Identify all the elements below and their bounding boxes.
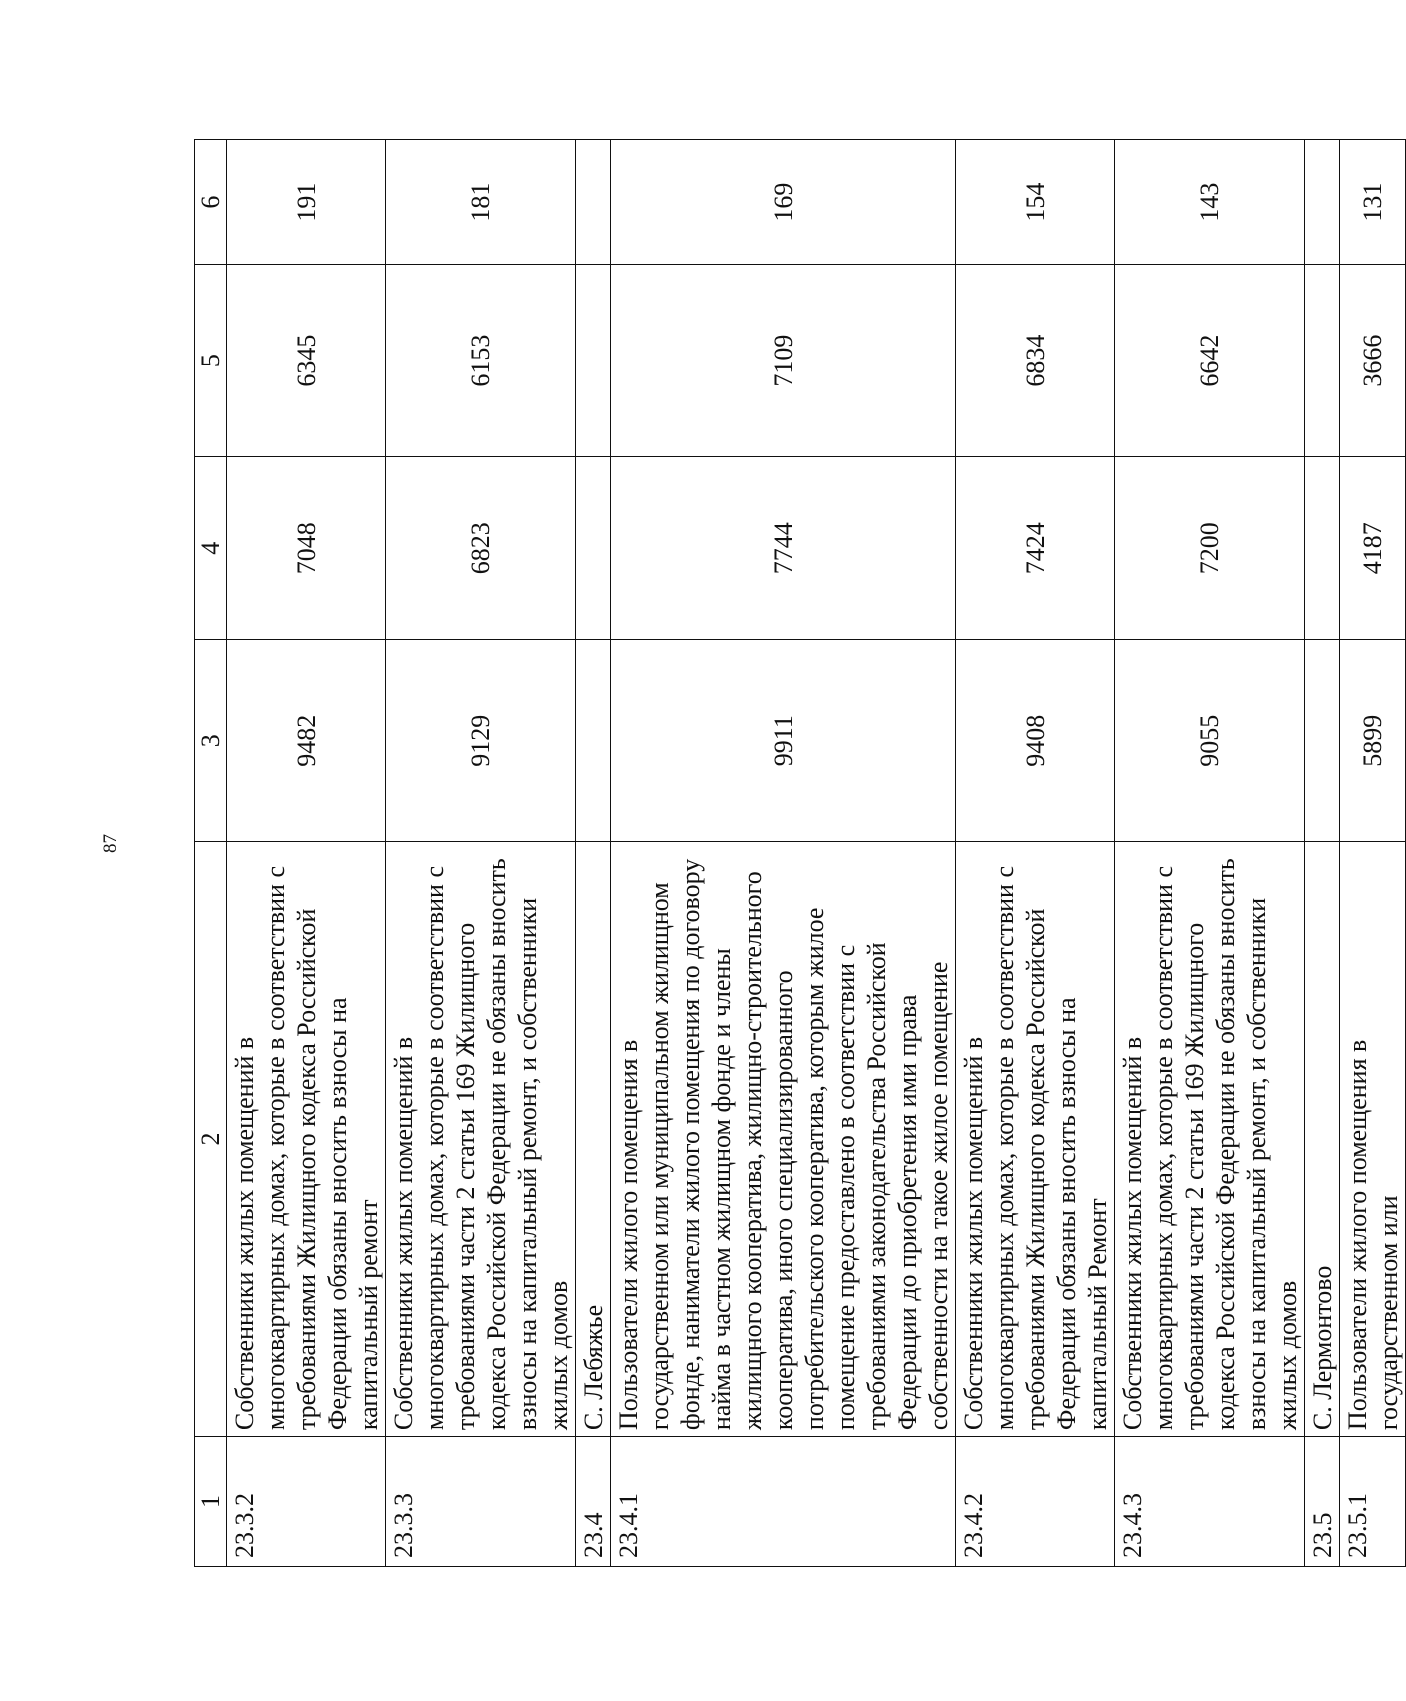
row-value-col5: 6345 xyxy=(227,265,386,457)
row-value-col4: 6823 xyxy=(386,457,576,640)
header-cell: 3 xyxy=(195,640,227,842)
table-row xyxy=(576,140,611,1567)
row-value-col3 xyxy=(1305,640,1340,842)
row-code: 23.4.2 xyxy=(956,1437,1115,1567)
page-number: 87 xyxy=(100,834,121,853)
row-value-col6: 181 xyxy=(386,140,576,265)
table-row xyxy=(1340,140,1406,1567)
row-value-col5 xyxy=(1305,265,1340,457)
row-value-col3 xyxy=(576,640,611,842)
row-value-col5: 6642 xyxy=(1115,265,1305,457)
row-value-col4: 7744 xyxy=(611,457,956,640)
row-value-col4: 7424 xyxy=(956,457,1115,640)
table-row xyxy=(227,140,386,1567)
header-cell: 5 xyxy=(195,265,227,457)
row-description: Пользователи жилого помещения в государственном или xyxy=(1340,841,1406,1436)
row-value-col5: 3666 xyxy=(1340,265,1406,457)
header-cell: 2 xyxy=(195,841,227,1436)
header-cell: 4 xyxy=(195,457,227,640)
row-description: С. Лебяжье xyxy=(576,841,611,1436)
row-value-col3: 9482 xyxy=(227,640,386,842)
row-value-col5: 7109 xyxy=(611,265,956,457)
row-description: Собственники жилых помещений в многоквартирных домах, которые в соответствии с требованиями части 2 статьи 169 Жилищного кодекса Российской Федерации не обязаны вносить взносы на капитальный ремонт, и собственники жилых домов xyxy=(386,841,576,1436)
table-row xyxy=(386,140,576,1567)
row-value-col4: 7048 xyxy=(227,457,386,640)
row-value-col3: 9408 xyxy=(956,640,1115,842)
row-description: Собственники жилых помещений в многоквартирных домах, которые в соответствии с требованиями части 2 статьи 169 Жилищного кодекса Российской Федерации не обязаны вносить взносы на капитальный ремонт, и собственники жилых домов xyxy=(1115,841,1305,1436)
row-code: 23.5 xyxy=(1305,1437,1340,1567)
row-code: 23.4 xyxy=(576,1437,611,1567)
table-row xyxy=(611,140,956,1567)
row-value-col6 xyxy=(576,140,611,265)
row-description: Собственники жилых помещений в многоквартирных домах, которые в соответствии с требованиями Жилищного кодекса Российской Федерации обязаны вносить взносы на капитальный Ремонт xyxy=(956,841,1115,1436)
row-code: 23.3.3 xyxy=(386,1437,576,1567)
row-value-col5: 6834 xyxy=(956,265,1115,457)
row-value-col4 xyxy=(1305,457,1340,640)
row-value-col6 xyxy=(1305,140,1340,265)
row-value-col5 xyxy=(576,265,611,457)
row-value-col6: 191 xyxy=(227,140,386,265)
row-description: С. Лермонтово xyxy=(1305,841,1340,1436)
row-value-col6: 131 xyxy=(1340,140,1406,265)
row-value-col3: 9911 xyxy=(611,640,956,842)
row-value-col3: 9055 xyxy=(1115,640,1305,842)
header-cell: 1 xyxy=(195,1437,227,1567)
row-description: Собственники жилых помещений в многоквартирных домах, которые в соответствии с требованиями Жилищного кодекса Российской Федерации обязаны вносить взносы на капитальный ремонт xyxy=(227,841,386,1436)
row-description: Пользователи жилого помещения в государственном или муниципальном жилищном фонде, наниматели жилого помещения по договору найма в частном жилищном фонде и члены жилищного кооператива, жилищно-строительного кооператива, иного специализированного потребительского кооператива, которым жилое помещение предоставлено в соответствии с требованиями законодательства Российской Федерации до приобретения ими права собственности на такое жилое помещение xyxy=(611,841,956,1436)
row-value-col4 xyxy=(576,457,611,640)
row-code: 23.4.3 xyxy=(1115,1437,1305,1567)
rotated-table-container xyxy=(194,139,1403,1567)
row-value-col6: 154 xyxy=(956,140,1115,265)
header-cell: 6 xyxy=(195,140,227,265)
table-row xyxy=(1115,140,1305,1567)
table-row xyxy=(956,140,1115,1567)
row-code: 23.5.1 xyxy=(1340,1437,1406,1567)
row-value-col6: 143 xyxy=(1115,140,1305,265)
row-value-col4: 4187 xyxy=(1340,457,1406,640)
row-value-col3: 5899 xyxy=(1340,640,1406,842)
table-header-row xyxy=(195,140,227,1567)
row-code: 23.3.2 xyxy=(227,1437,386,1567)
row-value-col3: 9129 xyxy=(386,640,576,842)
tariff-table xyxy=(194,139,1406,1567)
row-code: 23.4.1 xyxy=(611,1437,956,1567)
row-value-col5: 6153 xyxy=(386,265,576,457)
row-value-col6: 169 xyxy=(611,140,956,265)
row-value-col4: 7200 xyxy=(1115,457,1305,640)
table-row xyxy=(1305,140,1340,1567)
